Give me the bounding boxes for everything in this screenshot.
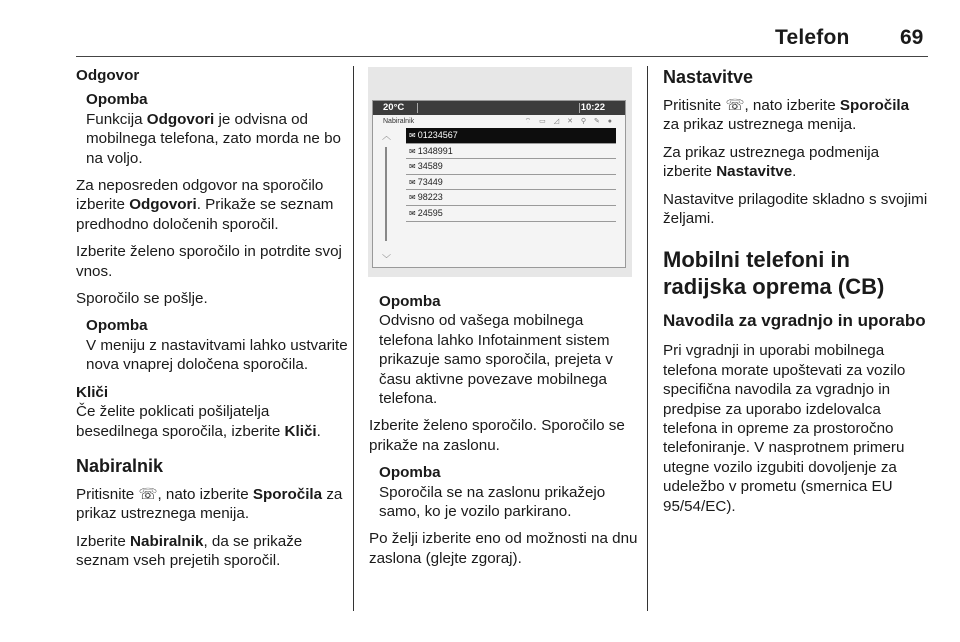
note-label: Opomba [379, 464, 441, 482]
bold-term: Sporočila [839, 97, 910, 114]
column-1 [76, 66, 348, 571]
paragraph [663, 143, 928, 182]
message-icon: ✉ [409, 193, 416, 203]
message-row[interactable] [406, 190, 616, 206]
text-run: Funkcija [86, 110, 147, 128]
status-separator [417, 103, 418, 113]
text-run: Za neposreden odgovor na sporočilo izberite [76, 177, 324, 214]
bold-term: Odgovori [129, 196, 197, 214]
message-row[interactable] [406, 206, 616, 222]
text-run: . [316, 422, 321, 440]
header-rule [76, 56, 928, 57]
column-divider-2 [647, 66, 648, 611]
bold-term: Odgovori [146, 110, 215, 128]
paragraph [76, 176, 348, 234]
message-sender: 34589 [417, 161, 443, 172]
message-sender: 1348991 [417, 145, 453, 156]
scrollbar[interactable] [380, 131, 392, 264]
message-icon: ✉ [409, 146, 416, 156]
text-run: Če želite poklicati pošiljatelja besedilnega sporočila, izberite [76, 403, 285, 440]
message-icon: ✉ [409, 177, 416, 187]
status-icons: ⌔ ▭ ◿ ✕ ⚲ ✎ ● [524, 118, 615, 125]
text-run: za prikaz ustreznega menija. [76, 485, 343, 523]
note-parked [369, 463, 639, 521]
paragraph: Pri vgradnji in uporabi mobilnega telefona morate upoštevati za vozilo specifična navodila za vgradnjo in predpise za uporabo izdelovalca telefona in opreme za prostoročno telefoniranje. V nasprotnem primeru utegne vozilo izgubiti dovoljenje za udeležbo v prometu (smernica EU 95/54/EC). [663, 342, 906, 515]
bold-term: Nastavitve [716, 163, 793, 181]
scroll-track [385, 147, 387, 241]
note-text: Sporočila se na zaslonu prikažejo samo, ko je vozilo parkirano. [379, 483, 606, 521]
message-list [406, 128, 616, 222]
column-3 [663, 66, 928, 516]
message-icon: ✉ [409, 162, 416, 172]
inbox-screen [372, 100, 626, 268]
phone-icon: ☏ [138, 485, 158, 503]
paragraph: Nastavitve prilagodite skladno s svojimi željami. [663, 190, 928, 228]
nastavitve-heading: Nastavitve [663, 67, 754, 87]
odgovor-heading: Odgovor [76, 67, 140, 84]
paragraph: Izberite želeno sporočilo in potrdite svoj vnos. [76, 243, 342, 280]
temperature: 20°C [383, 102, 405, 113]
text-run: je odvisna od mobilnega telefona, zato morda ne bo na voljo. [86, 110, 341, 167]
message-row[interactable] [406, 159, 616, 175]
message-row[interactable] [406, 144, 616, 160]
paragraph [76, 532, 348, 571]
message-sender: 98223 [417, 192, 443, 203]
bold-term: Nabiralnik [130, 532, 204, 550]
message-icon: ✉ [409, 131, 416, 140]
infotainment-screenshot [368, 67, 632, 277]
column-divider-1 [353, 66, 354, 611]
column-2 [369, 292, 639, 568]
text-run: , da se prikaže seznam vseh prejetih sporočil. [76, 532, 303, 570]
scroll-down-icon[interactable]: ﹀ [382, 254, 392, 264]
note-text: Odvisno od vašega mobilnega telefona lahko Infotainment sistem prikazuje samo sporočila, prejeta v času aktivne povezave mobilnega telefona. [379, 312, 613, 408]
text-run: Za prikaz ustreznega podmenija izberite [663, 143, 880, 181]
bold-term: Kliči [284, 422, 317, 440]
note-label: Opomba [86, 317, 148, 335]
screen-title: Nabiralnik [383, 118, 415, 125]
text-run: Pritisnite [663, 97, 726, 114]
text-run: Pritisnite [76, 485, 139, 503]
note-text [86, 110, 348, 168]
scroll-up-icon[interactable]: ︿ [382, 131, 392, 141]
note-odgovori [76, 90, 348, 168]
text-run: , nato izberite [744, 97, 840, 114]
phone-icon: ☏ [725, 97, 745, 114]
paragraph [76, 402, 348, 441]
bold-term: Sporočila [252, 485, 323, 503]
note-received [369, 292, 639, 408]
paragraph: Po želji izberite eno od možnosti na dnu zaslona (glejte zgoraj). [369, 530, 638, 567]
text-run: Izberite [76, 532, 131, 550]
message-row[interactable] [406, 128, 616, 144]
section-heading: Mobilni telefoni in radijska oprema (CB) [663, 247, 885, 300]
nabiralnik-heading: Nabiralnik [76, 455, 164, 476]
subsection-heading: Navodila za vgradnjo in uporabo [663, 311, 926, 331]
note-settings [76, 316, 348, 374]
chapter-title: Telefon [775, 26, 850, 49]
screen-title-bar [373, 115, 625, 128]
note-label: Opomba [86, 91, 148, 109]
message-icon: ✉ [409, 208, 416, 218]
note-text: V meniju z nastavitvami lahko ustvarite nova vnaprej določena sporočila. [86, 336, 348, 374]
message-row[interactable] [406, 175, 616, 191]
message-sender: 24595 [417, 207, 443, 218]
text-run: za prikaz ustreznega menija. [663, 116, 857, 134]
page-number: 69 [900, 26, 924, 49]
text-run: , nato izberite [157, 485, 253, 503]
klici-heading: Kliči [76, 383, 109, 401]
message-sender: 73449 [417, 176, 443, 187]
page-header [0, 26, 960, 54]
paragraph: Sporočilo se pošlje. [76, 290, 208, 308]
text-run: . [792, 163, 797, 181]
paragraph [76, 485, 348, 524]
status-bar [373, 101, 625, 115]
paragraph: Izberite želeno sporočilo. Sporočilo se prikaže na zaslonu. [369, 417, 625, 454]
text-run: . Prikaže se seznam predhodno določenih sporočil. [76, 196, 334, 233]
paragraph [663, 96, 928, 135]
note-label: Opomba [379, 293, 441, 310]
message-sender: 01234567 [417, 130, 458, 140]
clock: 10:22 [580, 102, 605, 113]
